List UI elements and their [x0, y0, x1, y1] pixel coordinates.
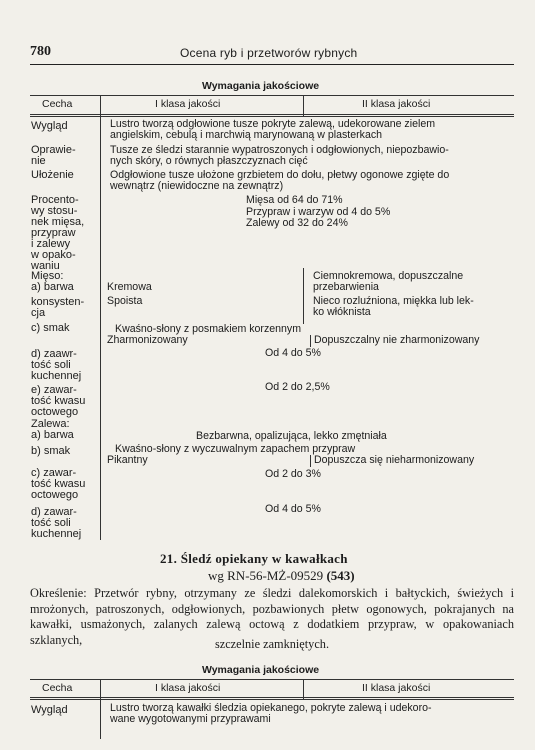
cell-text: Ciemnokremowa, dopuszczalne — [313, 270, 464, 282]
table-rule — [30, 679, 514, 680]
running-title: Ocena ryb i przetworów rybnych — [180, 46, 358, 60]
cell-text: Kwaśno-słony z posmakiem korzennym — [115, 323, 302, 335]
cell-text: Od 4 do 5% — [265, 347, 321, 359]
cell-text: Odgłowione tusze ułożone grzbietem do dołu, płetwy ogonowe zgięte do — [110, 169, 450, 181]
col-header-class-2: II klasa jakości — [362, 682, 431, 694]
cell-text: Nieco rozluźniona, miękka lub lek- — [313, 295, 474, 307]
cell-text: Dopuszczalny nie zharmonizowany — [314, 334, 480, 346]
row-label-mieso-sol: d) zaawr- tość soli kuchennej — [31, 348, 82, 382]
cell-text: Kremowa — [107, 281, 152, 293]
cell-text: Kwaśno-słony z wyczuwalnym zapachem przypraw — [115, 443, 356, 455]
row-label-wyglad: Wygląd — [31, 704, 68, 716]
col-header-class-2: II klasa jakości — [362, 98, 431, 110]
cell-text: Od 2 do 2,5% — [265, 381, 330, 393]
cell-text: nych skóry, o równych płaszczyznach cięć — [110, 155, 308, 167]
table-rule — [30, 116, 514, 117]
cell-text: Lustro tworzą kawałki śledzia opiekanego, pokryte zalewą i udekoro- — [110, 702, 432, 714]
section-title: 21. Śledź opiekany w kawałkach — [160, 551, 348, 566]
col-header-cecha: Cecha — [42, 682, 73, 694]
table-caption: Wymagania jakościowe — [202, 80, 320, 92]
standard-number: wg RN-56-MŻ-09529 — [208, 568, 324, 583]
cell-text: Pikantny — [107, 454, 148, 466]
header-rule — [30, 64, 514, 65]
row-label-procentowy: Procento- wy stosu- nek mięsa, przypraw i zalewy w opako- waniu — [31, 194, 85, 272]
cell-text: ko włóknista — [313, 306, 371, 318]
cell-text: przebarwienia — [313, 281, 379, 293]
cell-text: Przypraw i warzyw od 4 do 5% — [246, 206, 391, 218]
table-col-divider — [100, 95, 101, 116]
col-header-class-1: I klasa jakości — [155, 98, 221, 110]
table-col-divider — [100, 116, 101, 540]
table-caption: Wymagania jakościowe — [202, 664, 320, 676]
standard-code: (543) — [326, 568, 355, 583]
table-rule — [30, 699, 514, 700]
row-label-konsystencja: konsysten- cja — [31, 296, 85, 319]
row-label-zalewa-kwas: c) zawar- tość kwasu octowego — [31, 467, 86, 501]
cell-text: wane wygotowanymi przyprawami — [110, 713, 271, 725]
page-number: 780 — [30, 44, 51, 59]
cell-text: Zalewy od 32 do 24% — [246, 217, 348, 229]
row-label-ulozenie: Ułożenie — [31, 169, 74, 181]
row-label-oprawienie: Oprawie- nie — [31, 144, 76, 167]
cell-text: Od 4 do 5% — [265, 503, 321, 515]
section-standard — [208, 568, 355, 584]
row-label-zalewa-smak: b) smak — [31, 445, 71, 457]
row-label-mieso-smak: c) smak — [31, 322, 70, 334]
col-header-class-1: I klasa jakości — [155, 682, 221, 694]
table-rule — [30, 95, 514, 96]
cell-text: wewnątrz (niewidoczne na zewnątrz) — [110, 180, 284, 192]
table-rule — [30, 114, 514, 115]
section-definition-last-line: szczelnie zamkniętych. — [214, 637, 330, 651]
cell-text: Zharmonizowany — [107, 334, 188, 346]
cell-text: Od 2 do 3% — [265, 468, 321, 480]
table-col-divider — [100, 699, 101, 739]
cell-text: Bezbarwna, opalizująca, lekko zmętniała — [196, 430, 387, 442]
cell-text: angielskim, cebulą i marchwią marynowaną w plasterkach — [110, 129, 383, 141]
table-col-divider — [303, 95, 304, 116]
cell-text: Mięsa od 64 do 71% — [246, 194, 343, 206]
row-label-zalewa-barwa: Zalewa: a) barwa — [31, 418, 74, 441]
section-definition: Określenie: Przetwór rybny, otrzymany ze śledzi dalekomorskich i bałtyckich, świeżych i mrożonych, patroszonych, odgłowionych, pozbawionych płetw ogonowych, pokrajanych na kawałki, usmażonych, zalanych zalewą octową z dodatkiem przypraw, w opakowaniach szklanych, — [30, 586, 514, 647]
row-label-mieso-barwa: Mięso: a) barwa — [31, 270, 74, 293]
table-col-divider — [310, 335, 311, 347]
cell-text: Tusze ze śledzi starannie wypatroszonych i odgłowionych, niepozbawio- — [110, 144, 449, 156]
cell-text: Lustro tworzą odgłowione tusze pokryte zalewą, udekorowane zielem — [110, 118, 436, 130]
table-col-divider — [303, 268, 304, 324]
table-col-divider — [310, 455, 311, 467]
cell-text: Spoista — [107, 295, 143, 307]
row-label-zalewa-sol: d) zawar- tość soli kuchennej — [31, 506, 82, 540]
row-label-mieso-kwas: e) zawar- tość kwasu octowego — [31, 384, 86, 418]
table-col-divider — [100, 679, 101, 699]
table-col-divider — [303, 679, 304, 699]
col-header-cecha: Cecha — [42, 98, 73, 110]
table-rule — [30, 697, 514, 698]
cell-text: Dopuszcza się nieharmonizowany — [314, 454, 475, 466]
row-label-wyglad: Wygląd — [31, 120, 68, 132]
